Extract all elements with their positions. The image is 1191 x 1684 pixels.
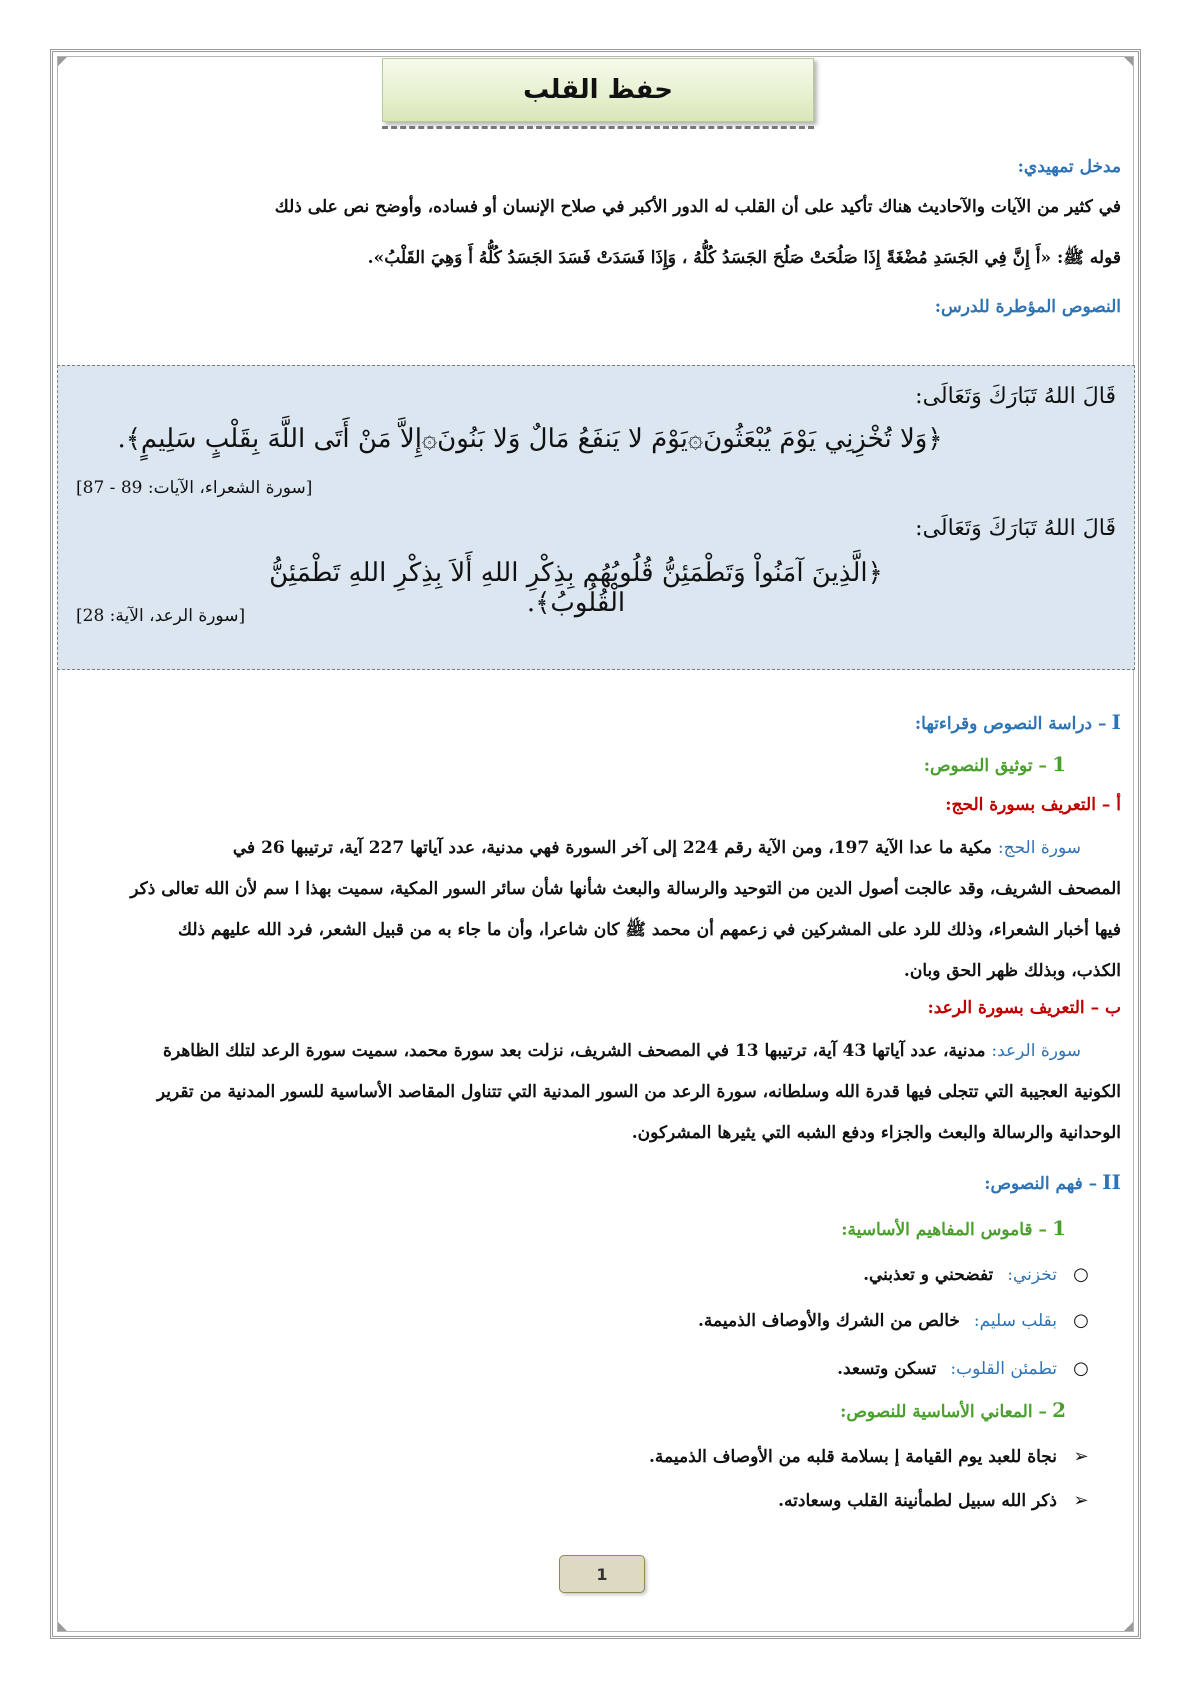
hollow-circle-icon: ○ xyxy=(1073,1310,1089,1331)
subsection-2-1-title: – قاموس المفاهيم الأساسية: xyxy=(841,1220,1047,1240)
subsection-2-1-number: 1 xyxy=(1052,1216,1066,1240)
meaning-text: نجاة للعبد يوم القيامة إ بسلامة قلبه من الأوصاف الذميمة. xyxy=(648,1446,1057,1467)
intro-line-2: قوله ﷺ: «أَ إِنَّ فِي الجَسَدِ مُضْغَةً إِذَا صَلُحَتْ صَلُحَ الجَسَدُ كُلُّهُ ، وَإِذَا فَسَدَتْ فَسَدَ الجَسَدُ كُلُّهُ أَ وَهِيَ القَلْبُ». xyxy=(367,248,1121,268)
title-divider xyxy=(382,126,814,129)
quran-intro-2: قَالَ اللهُ تَبَارَكَ وَتَعَالَى: xyxy=(915,516,1116,541)
arrow-bullet-icon: ➢ xyxy=(1073,1490,1089,1511)
subsection-2-2-heading xyxy=(70,1398,1066,1422)
term-label: تخزني: xyxy=(1007,1264,1057,1285)
hajj-heading: أ – التعريف بسورة الحج: xyxy=(945,795,1121,815)
hajj-line-4: الكذب، وبذلك ظهر الحق وبان. xyxy=(903,961,1121,981)
quran-ref-2: [سورة الرعد، الآية: 28] xyxy=(76,606,246,626)
raad-lead: سورة الرعد: xyxy=(991,1041,1081,1061)
term-item xyxy=(70,1310,1091,1331)
corner-ornament-icon xyxy=(58,1622,67,1631)
quran-ref-1: [سورة الشعراء، الآيات: 89 - 87] xyxy=(76,478,313,498)
term-label: تطمئن القلوب: xyxy=(950,1358,1057,1379)
hajj-lead: سورة الحج: xyxy=(997,838,1081,858)
quran-verse-2: ﴿الَّذِينَ آمَنُواْ وَتَطْمَئِنُّ قُلُوبُهُم بِذِكْرِ اللهِ أَلاَ بِذِكْرِ اللهِ تَطْمَئِنُّ الْقُلُوبُ﴾. xyxy=(269,558,883,618)
meaning-item xyxy=(70,1490,1091,1511)
section-1-number: I xyxy=(1111,710,1121,734)
corner-ornament-icon xyxy=(58,57,67,66)
page-title: حفظ القلب xyxy=(382,58,814,122)
subsection-2-2-number: 2 xyxy=(1052,1398,1066,1422)
subsection-1-number: 1 xyxy=(1052,752,1066,776)
term-definition: تفضحني و تعذبني. xyxy=(863,1264,994,1285)
hajj-line-1 xyxy=(70,828,1081,869)
meaning-item xyxy=(70,1446,1091,1467)
subsection-1-heading xyxy=(70,752,1066,776)
hajj-text-1: مكية ما عدا الآية 197، ومن الآية رقم 224 إلى آخر السورة فهي مدنية، عدد آياتها 227 آية، ترتيبها 26 في xyxy=(232,838,992,858)
subsection-2-1-heading xyxy=(70,1216,1066,1240)
page-number: 1 xyxy=(559,1555,645,1593)
term-item xyxy=(70,1264,1091,1285)
hajj-line-3: فيها أخبار الشعراء، وذلك للرد على المشركين في زعمهم أن محمد ﷺ كان شاعرا، وأن ما جاء به من قبيل الشعر، فرد الله عليهم ذلك xyxy=(178,920,1121,940)
term-definition: تسكن وتسعد. xyxy=(837,1358,937,1379)
hollow-circle-icon: ○ xyxy=(1073,1358,1089,1379)
section-2-heading xyxy=(70,1170,1121,1194)
hajj-line-2: المصحف الشريف، وقد عالجت أصول الدين من التوحيد والرسالة والبعث شأنها شأن سائر السور المكية، سميت بهذا ا سم لأن الله تعالى ذكر xyxy=(130,879,1121,899)
corner-ornament-icon xyxy=(1124,1622,1133,1631)
term-item xyxy=(70,1358,1091,1379)
arrow-bullet-icon: ➢ xyxy=(1073,1446,1089,1467)
section-2-number: II xyxy=(1102,1170,1121,1194)
raad-line-1 xyxy=(70,1031,1081,1072)
hollow-circle-icon: ○ xyxy=(1073,1264,1089,1285)
subsection-2-2-title: – المعاني الأساسية للنصوص: xyxy=(840,1402,1047,1422)
texts-heading: النصوص المؤطرة للدرس: xyxy=(934,297,1121,317)
section-1-title: – دراسة النصوص وقراءتها: xyxy=(914,714,1107,734)
intro-line-1: في كثير من الآيات والآحاديث هناك تأكيد على أن القلب له الدور الأكبر في صلاح الإنسان أو فساده، وأوضح نص على ذلك xyxy=(274,197,1121,217)
raad-line-3: الوحدانية والرسالة والبعث والجزاء ودفع الشبه التي يثيرها المشركون. xyxy=(631,1123,1121,1143)
raad-line-2: الكونية العجيبة التي تتجلى فيها قدرة الله وسلطانه، سورة الرعد من السور المدنية التي تتناول المقاصد الأساسية للسور المدنية من تقرير xyxy=(156,1082,1121,1102)
corner-ornament-icon xyxy=(1124,57,1133,66)
section-2-title: – فهم النصوص: xyxy=(984,1174,1098,1194)
raad-heading: ب – التعريف بسورة الرعد: xyxy=(927,998,1121,1018)
intro-heading: مدخل تمهيدي: xyxy=(1017,157,1121,177)
meaning-text: ذكر الله سبيل لطمأنينة القلب وسعادته. xyxy=(778,1490,1057,1511)
term-definition: خالص من الشرك والأوصاف الذميمة. xyxy=(698,1310,960,1331)
quran-intro-1: قَالَ اللهُ تَبَارَكَ وَتَعَالَى: xyxy=(915,384,1116,409)
subsection-1-title: – توثيق النصوص: xyxy=(923,756,1047,776)
term-label: بقلب سليم: xyxy=(973,1310,1057,1331)
quran-verse-1: ﴿وَلا تُخْزِنِي يَوْمَ يُبْعَثُونَ۞يَوْمَ لا يَنفَعُ مَالٌ وَلا بَنُونَ۞إِلاَّ مَنْ أَتَى اللَّهَ بِقَلْبٍ سَلِيمٍ﴾. xyxy=(117,424,943,454)
raad-text-1: مدنية، عدد آياتها 43 آية، ترتيبها 13 في المصحف الشريف، نزلت بعد سورة محمد، سميت سورة الرعد لتلك الظاهرة xyxy=(163,1041,986,1061)
section-1-heading xyxy=(70,710,1121,734)
quran-texts-box xyxy=(57,365,1135,670)
